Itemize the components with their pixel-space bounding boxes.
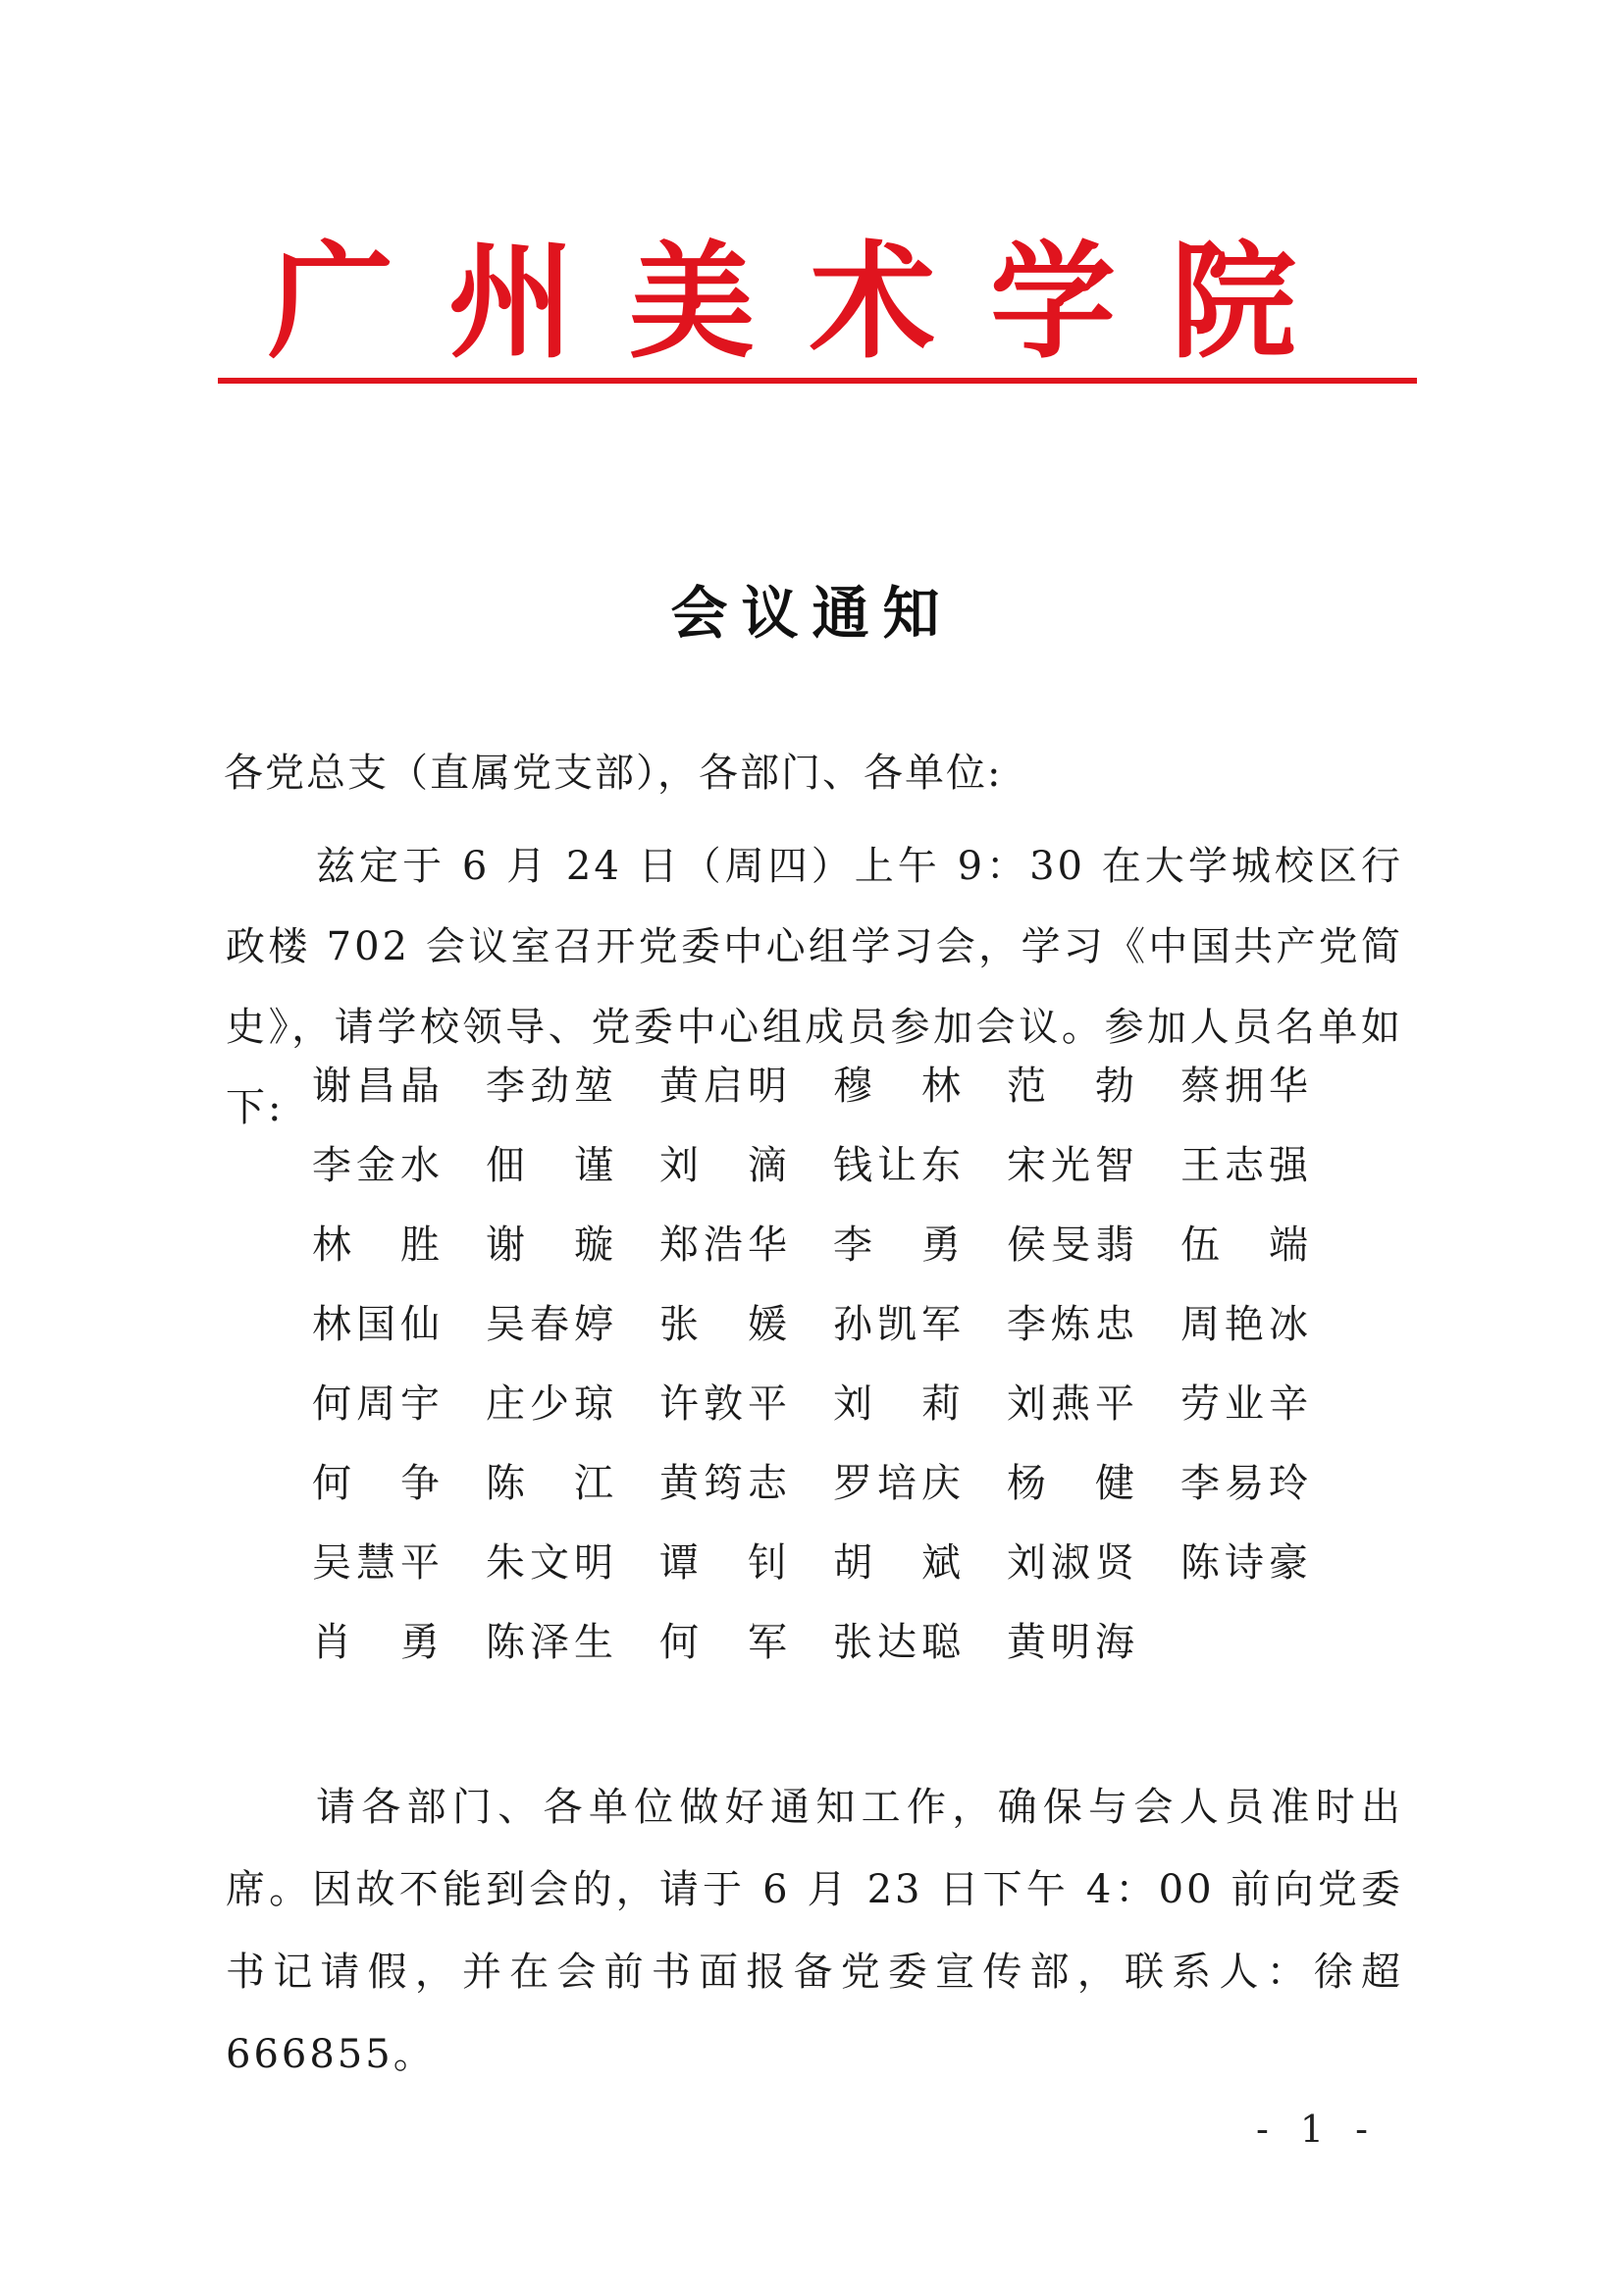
attendee-name: 谭钊 [659, 1540, 787, 1586]
attendee-name: 何争 [312, 1461, 440, 1506]
attendee-name: 侯旻翡 [1007, 1223, 1134, 1268]
attendee-name: 陈泽生 [486, 1620, 613, 1665]
attendee-name: 刘莉 [833, 1381, 961, 1427]
attendee-name: 李炼忠 [1007, 1302, 1134, 1347]
red-divider-rule [218, 378, 1417, 384]
attendee-name: 穆林 [833, 1064, 961, 1109]
attendee-name: 黄明海 [1007, 1620, 1134, 1665]
attendee-name: 佃谨 [486, 1143, 613, 1188]
attendee-name: 陈诗豪 [1180, 1540, 1308, 1586]
attendee-name: 王志强 [1180, 1143, 1308, 1188]
attendee-name: 李金水 [312, 1143, 440, 1188]
attendee-name: 刘滴 [659, 1143, 787, 1188]
attendee-name: 张媛 [659, 1302, 787, 1347]
attendee-name: 李勇 [833, 1223, 961, 1268]
attendee-name: 伍端 [1180, 1223, 1308, 1268]
attendee-name: 何军 [659, 1620, 787, 1665]
attendee-name: 杨健 [1007, 1461, 1134, 1506]
page-number: - 1 - [1256, 2108, 1379, 2151]
attendee-name: 谢璇 [486, 1223, 613, 1268]
attendee-name: 黄启明 [659, 1064, 787, 1109]
attendee-name: 罗培庆 [833, 1461, 961, 1506]
attendee-name: 林胜 [312, 1223, 440, 1268]
attendee-name: 陈江 [486, 1461, 613, 1506]
attendee-name: 宋光智 [1007, 1143, 1134, 1188]
paragraph-instructions: 请各部门、各单位做好通知工作，确保与会人员准时出席。因故不能到会的，请于 6 月 23 日下午 4：00 前向党委书记请假，并在会前书面报备党委宣传部，联系人：徐超 666855。 [226, 1785, 1403, 2077]
paragraph-meeting-details: 兹定于 6 月 24 日（周四）上午 9：30 在大学城校区行政楼 702 会议室召开党委中心组学习会，学习《中国共产党简史》，请学校领导、党委中心组成员参加会议。参加人员名单如下: [226, 844, 1403, 1130]
attendee-name: 许敦平 [659, 1381, 787, 1427]
attendee-name: 何周宇 [312, 1381, 440, 1427]
attendee-name: 蔡拥华 [1180, 1064, 1308, 1109]
attendee-name: 张达聪 [833, 1620, 961, 1665]
attendee-name: 庄少琼 [486, 1381, 613, 1427]
attendee-name: 林国仙 [312, 1302, 440, 1347]
attendee-name: 李劲堃 [486, 1064, 613, 1109]
salutation: 各党总支（直属党支部），各部门、各单位: [224, 751, 1003, 796]
attendee-name: 朱文明 [486, 1540, 613, 1586]
attendee-name: 谢昌晶 [312, 1064, 440, 1109]
attendee-name: 吴慧平 [312, 1540, 440, 1586]
institution-masthead: 广州美术学院 [267, 229, 1351, 376]
attendee-name: 胡斌 [833, 1540, 961, 1586]
attendee-list [312, 1062, 1354, 1667]
attendee-name: 肖勇 [312, 1620, 440, 1665]
attendee-name: 吴春婷 [486, 1302, 613, 1347]
attendee-name: 钱让东 [833, 1143, 961, 1188]
attendee-name: 范勃 [1007, 1064, 1134, 1109]
attendee-name: 郑浩华 [659, 1223, 787, 1268]
attendee-name: 黄筠志 [659, 1461, 787, 1506]
attendee-name: 刘燕平 [1007, 1381, 1134, 1427]
attendee-name: 李易玲 [1180, 1461, 1308, 1506]
document-title: 会议通知 [670, 580, 954, 647]
attendee-name: 周艳冰 [1180, 1302, 1308, 1347]
attendee-name: 刘淑贤 [1007, 1540, 1134, 1586]
attendee-name: 劳业辛 [1180, 1381, 1308, 1427]
attendee-name: 孙凯军 [833, 1302, 961, 1347]
